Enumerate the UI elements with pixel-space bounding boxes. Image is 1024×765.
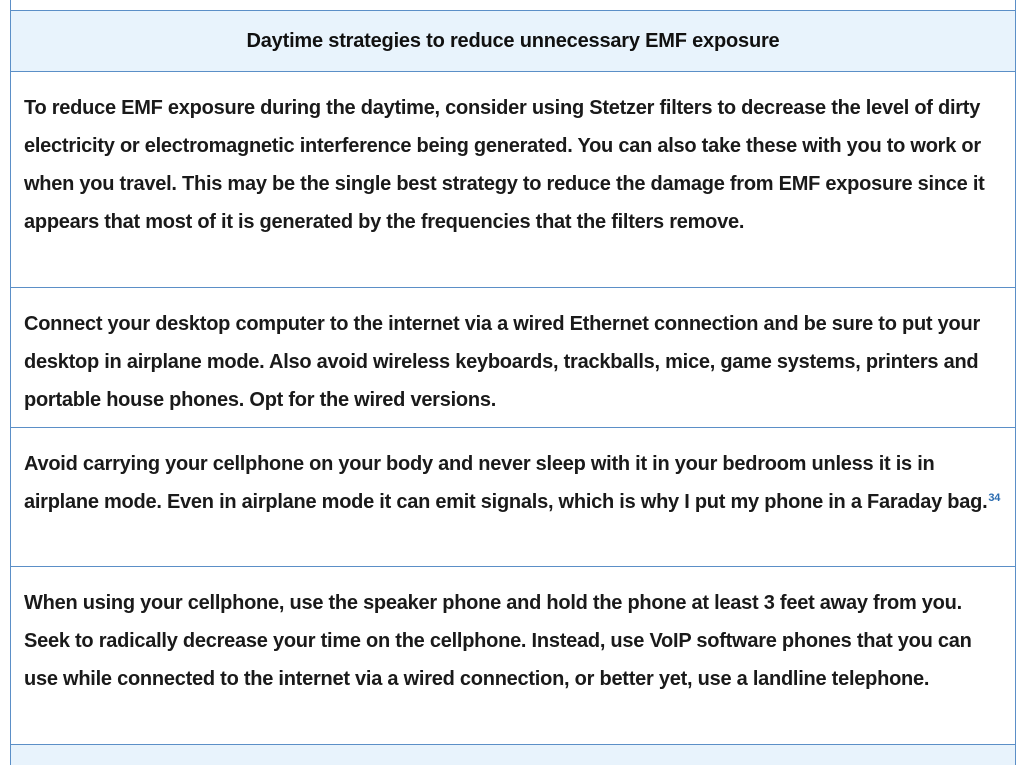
table-row xyxy=(11,567,1015,745)
emf-strategies-table xyxy=(10,10,1016,765)
table-row xyxy=(11,72,1015,288)
row-text: Connect your desktop computer to the internet via a wired Ethernet connection and be sure to put your desktop in airplane mode. Also avoid wireless keyboards, trackballs, mice, game systems, printers and portable house phones. Opt for the wired versions. xyxy=(24,313,980,411)
reference-link[interactable]: 34 xyxy=(988,492,1001,504)
previous-table-row-edge xyxy=(10,0,1016,10)
table-header xyxy=(11,10,1015,72)
table-heading: Daytime strategies to reduce unnecessary EMF exposure xyxy=(246,29,780,52)
next-table-row-edge xyxy=(11,745,1015,765)
table-row xyxy=(11,428,1015,567)
table-row xyxy=(11,288,1015,428)
row-text: When using your cellphone, use the speaker phone and hold the phone at least 3 feet away from you. Seek to radically decrease your time on the cellphone. Instead, use VoIP software phones that you can use while connected to the internet via a wired connection, or better yet, use a landline telephone. xyxy=(24,592,972,690)
row-text: To reduce EMF exposure during the daytime, consider using Stetzer filters to decrease the level of dirty electricity or electromagnetic interference being generated. You can also take these with you to work or when you travel. This may be the single best strategy to reduce the damage from EMF exposure since it appears that most of it is generated by the frequencies that the filters remove. xyxy=(24,97,985,233)
row-text: Avoid carrying your cellphone on your body and never sleep with it in your bedroom unless it is in airplane mode. Even in airplane mode it can emit signals, which is why I put my phone in a Faraday bag. xyxy=(24,453,988,513)
